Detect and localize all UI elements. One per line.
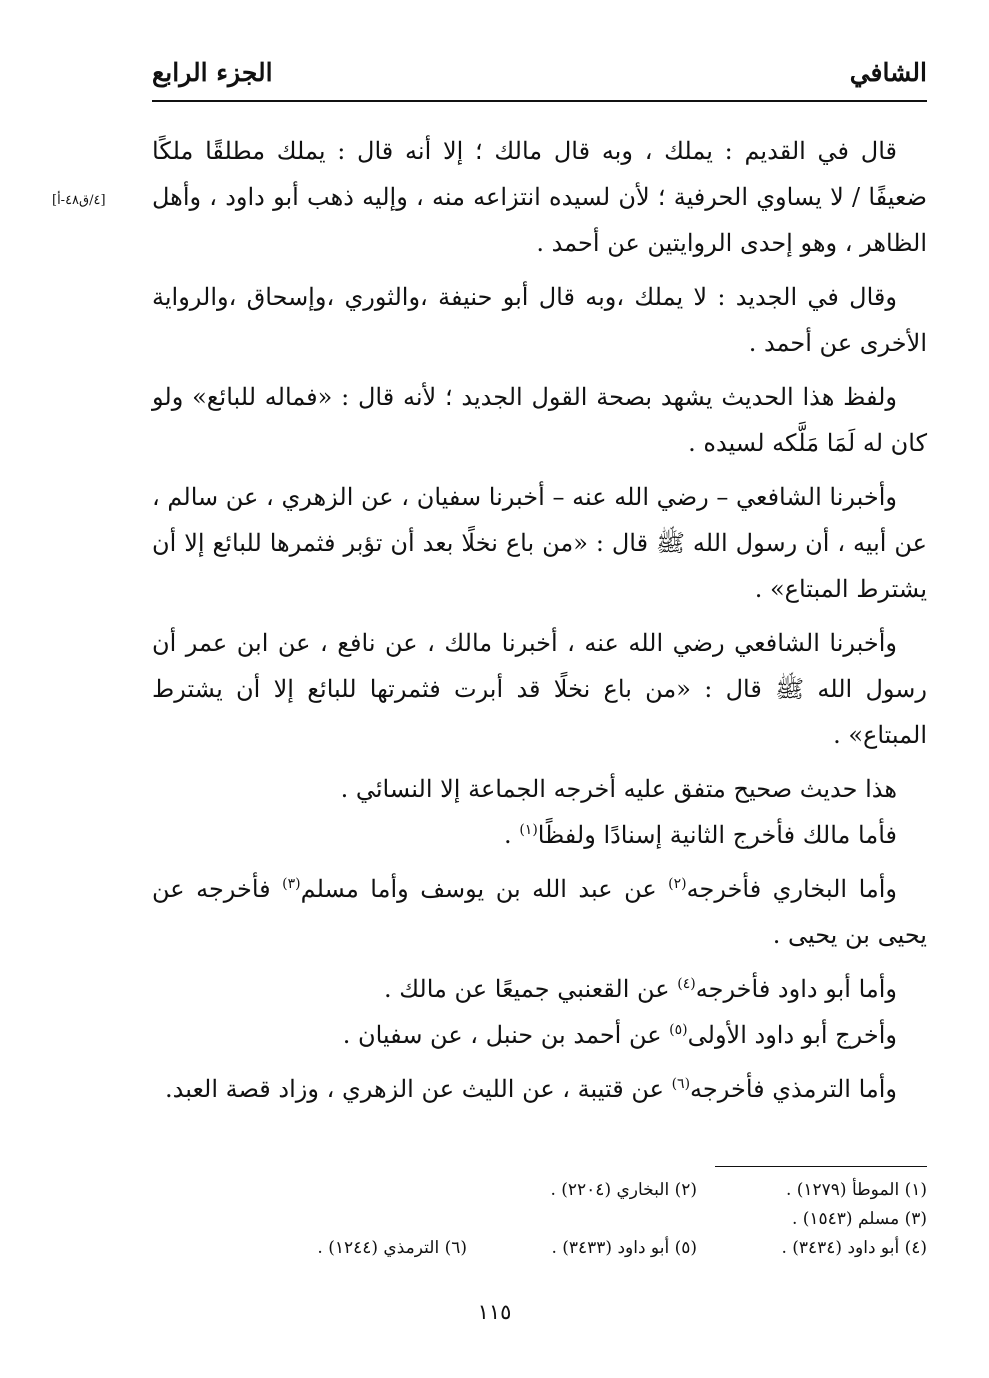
text-run: وأخرج أبو داود الأولى [687,1021,897,1049]
page-number: ١١٥ [477,1300,512,1324]
footnote-1: (١) الموطأ (١٢٧٩) . [785,1180,927,1200]
paragraph-abu-dawud-2 [152,1012,927,1058]
paragraph-bukhari-muslim [152,866,927,958]
paragraph-tirmidhi [152,1066,927,1112]
paragraph-abu-dawud-1 [152,966,927,1012]
paragraph-hadith-nafi: وأخبرنا الشافعي رضي الله عنه ، أخبرنا مالك ، عن نافع ، عن ابن عمر أن رسول الله ﷺ قال : «من باع نخلًا قد أبرت فثمرتها للبائع إلا أن يشترط المبتاع» . [152,629,927,749]
text-run: عن عبد الله بن يوسف وأما مسلم [300,875,669,903]
header-rule [152,100,927,102]
text-run: عن القعنبي جميعًا عن مالك . [383,975,678,1003]
footnote-3: (٣) مسلم (١٥٤٣) . [791,1209,927,1229]
footnote-marker-2: (٢) [668,876,687,892]
text-run: . [504,821,520,849]
main-text [152,128,927,1120]
footnote-marker-6: (٦) [671,1076,691,1092]
text-run: وأما الترمذي فأخرجه [690,1075,897,1103]
footnotes [152,1176,927,1263]
paragraph-malik [152,812,927,858]
running-header-volume: الجزء الرابع [152,58,273,87]
running-header-book-title: الشافي [849,58,927,87]
text-run: عن قتيبة ، عن الليث عن الزهري ، وزاد قصة العبد. [164,1075,672,1103]
footnote-marker-1: (١) [519,822,538,838]
paragraph-old-opinion: قال في القديم : يملك ، وبه قال مالك ؛ إلا أنه قال : يملك مطلقًا ملكًا ضعيفًا / لا يساوي الحرفية ؛ لأن لسيده انتزاعه منه ، وإليه ذهب أبو داود ، وأهل الظاهر ، وهو إحدى الروايتين عن أحمد . [152,137,927,257]
footnote-2: (٢) البخاري (٢٢٠٤) . [550,1180,697,1200]
footnote-6: (٦) الترمذي (١٢٤٤) . [317,1238,467,1258]
paragraph-hadith-wording: ولفظ هذا الحديث يشهد بصحة القول الجديد ؛ لأنه قال : «فماله للبائع» ولو كان له لَمَا مَلَّكه لسيده . [152,383,927,457]
manuscript-folio-reference: [٤/ق٤٨-أ] [52,193,106,208]
footnote-marker-4: (٤) [677,976,696,992]
paragraph-authentication: هذا حديث صحيح متفق عليه أخرجه الجماعة إلا النسائي . [340,775,897,803]
paragraph-new-opinion: وقال في الجديد : لا يملك ،وبه قال أبو حنيفة ،والثوري ،وإسحاق ،والرواية الأخرى عن أحمد . [152,283,927,357]
footnote-4: (٤) أبو داود (٣٤٣٤) . [781,1238,927,1258]
footnote-row [152,1205,927,1234]
paragraph-hadith-salim: وأخبرنا الشافعي – رضي الله عنه – أخبرنا سفيان ، عن الزهري ، عن سالم ، عن أبيه ، أن رسول الله ﷺ قال : «من باع نخلًا بعد أن تؤبر فثمرها للبائع إلا أن يشترط المبتاع» . [152,483,927,603]
text-run: فأخرجه عن يحيى بن يحيى . [152,875,927,949]
footnote-row [152,1176,927,1205]
text-run: وأما أبو داود فأخرجه [695,975,897,1003]
footnote-row [152,1234,927,1263]
footnote-marker-5: (٥) [669,1022,688,1038]
text-run: عن أحمد بن حنبل ، عن سفيان . [342,1021,670,1049]
footnote-separator [715,1166,927,1167]
footnote-5: (٥) أبو داود (٣٤٣٣) . [551,1238,697,1258]
text-run: فأما مالك فأخرج الثانية إسنادًا ولفظًا [537,821,897,849]
footnote-marker-3: (٣) [282,876,301,892]
text-run: وأما البخاري فأخرجه [686,875,897,903]
